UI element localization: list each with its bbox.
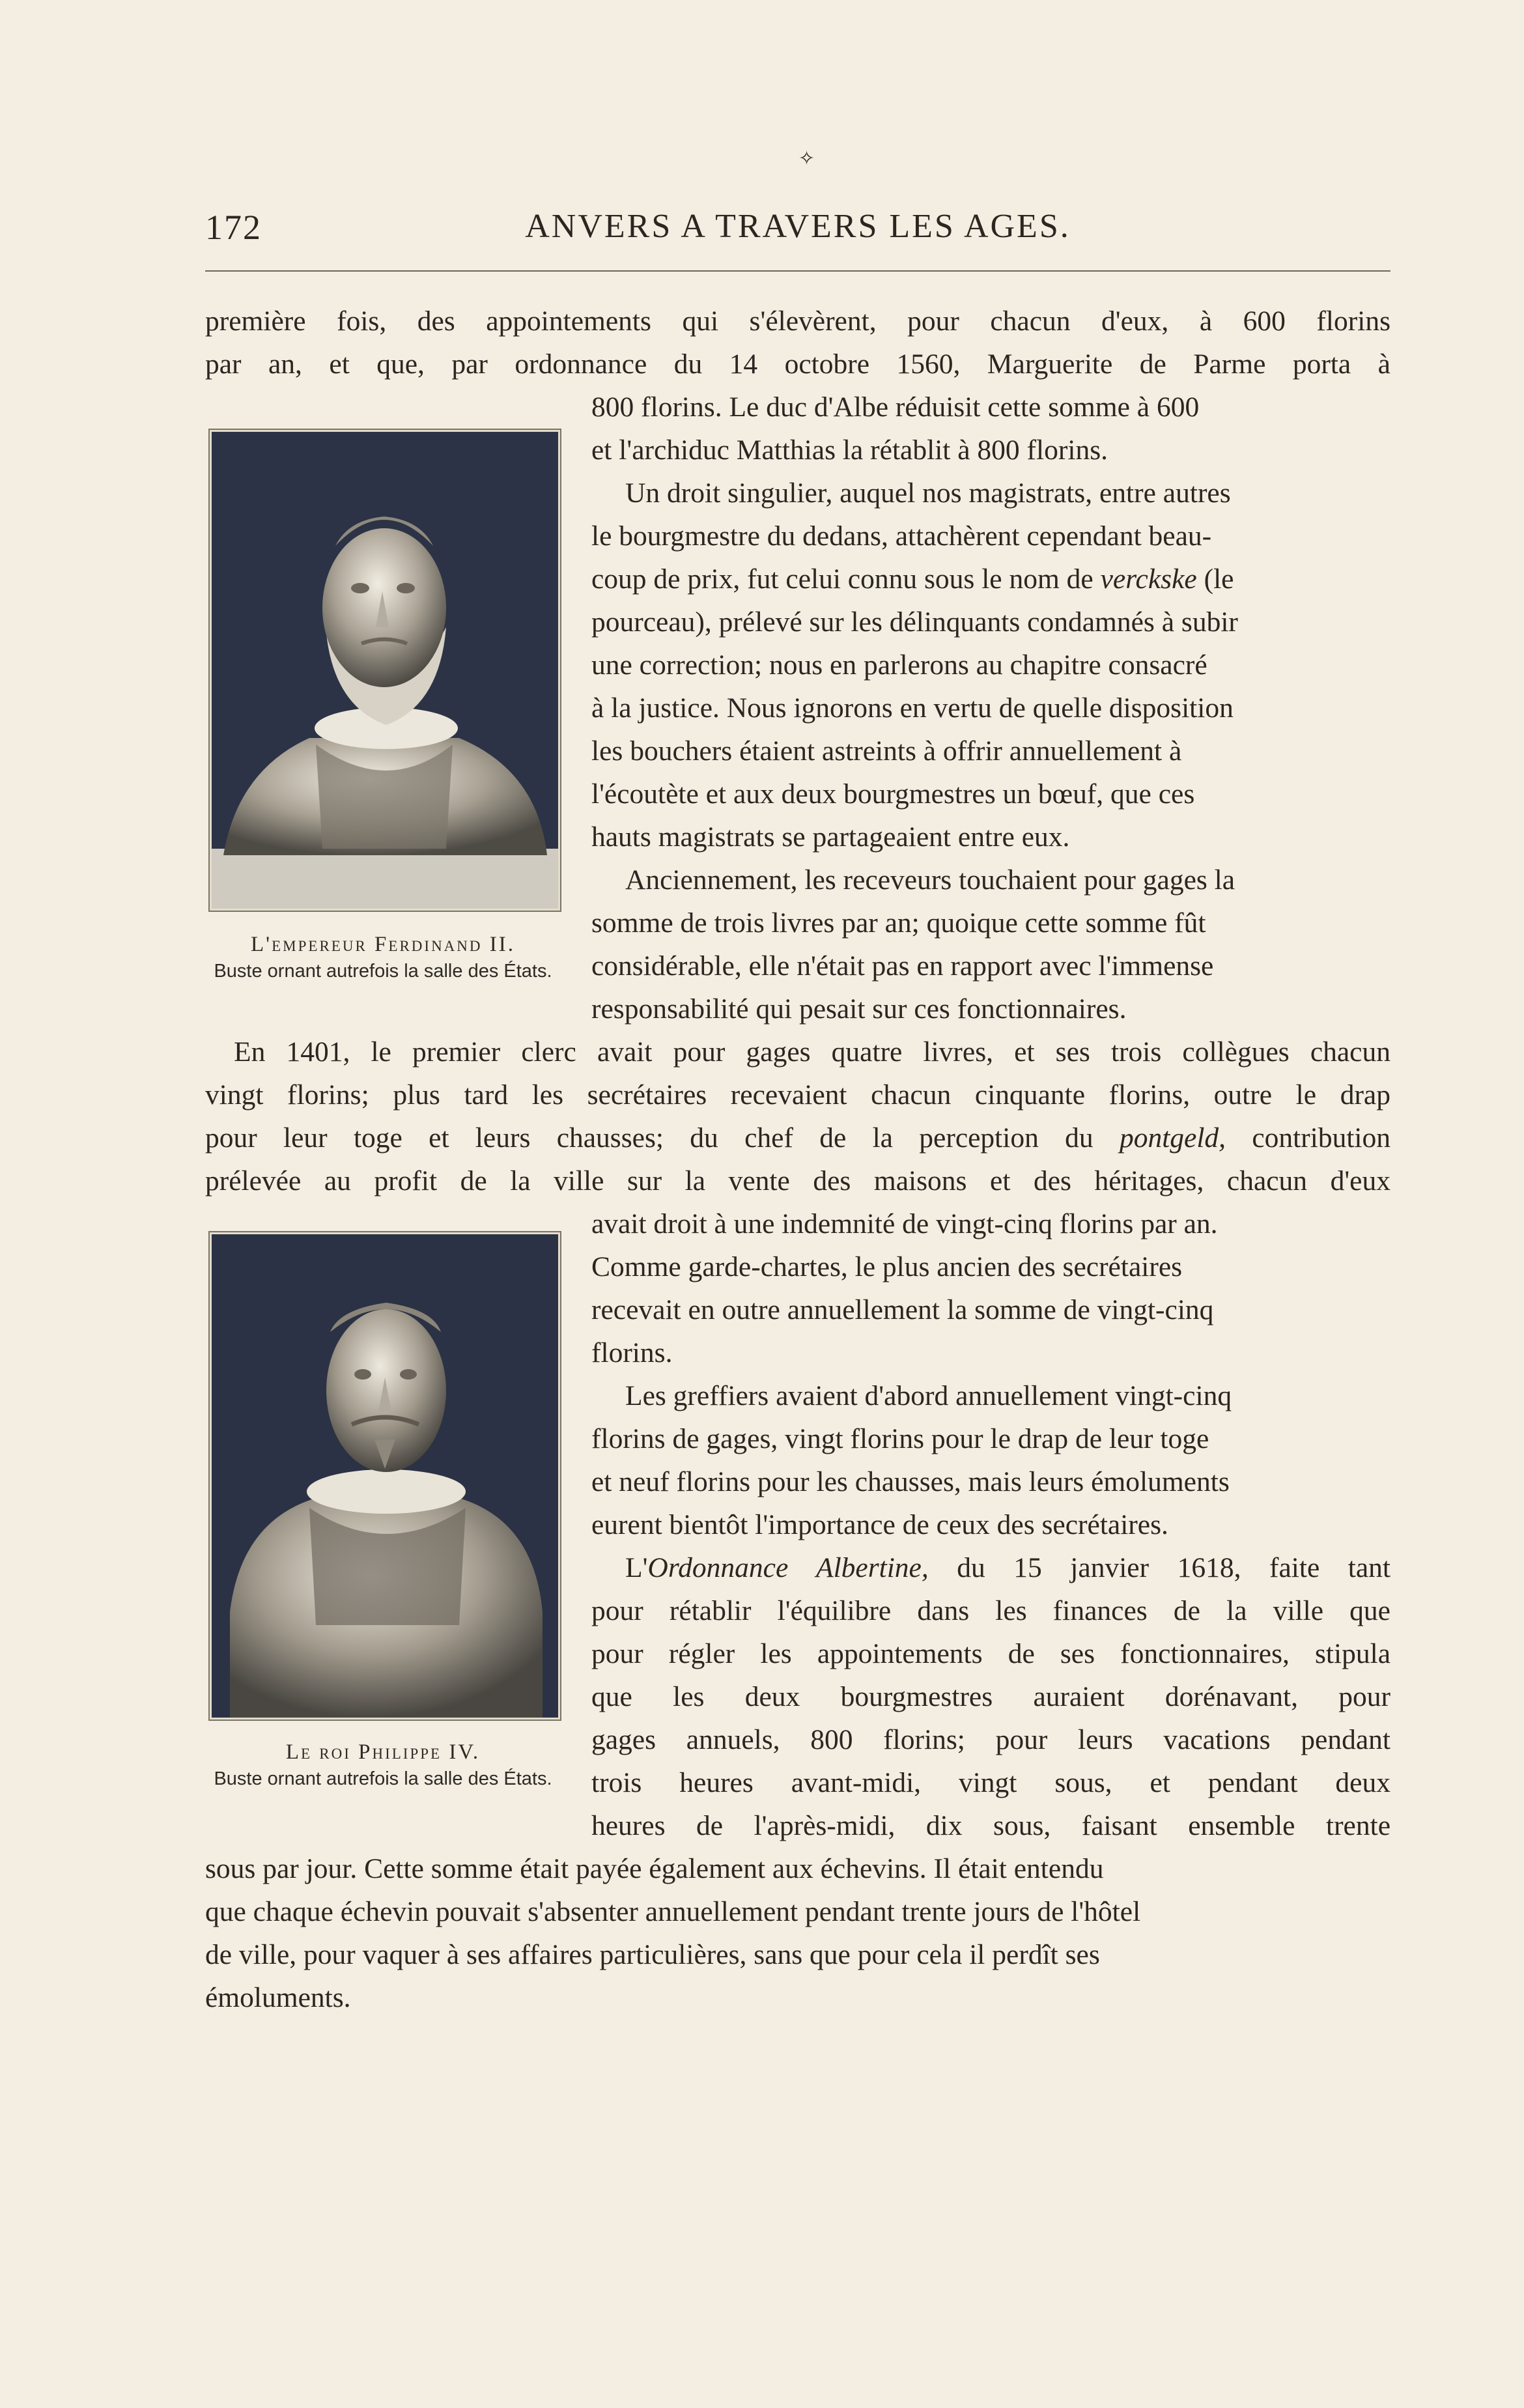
paragraph-verckske — [591, 472, 1390, 858]
text-line: gages annuels, 800 florins; pour leurs vacations pendant — [591, 1724, 1390, 1755]
text-run: coup de prix, fut celui connu sous le nom de — [591, 563, 1101, 595]
text-line: et l'archiduc Matthias la rétablit à 800 florins. — [591, 434, 1108, 466]
text-line — [591, 558, 1390, 601]
paragraph-receveurs — [591, 858, 1390, 1030]
italic-term: verckske — [1100, 563, 1197, 595]
text-line: 800 florins. Le duc d'Albe réduisit cette somme à 600 — [591, 391, 1200, 423]
text-line: Anciennement, les receveurs touchaient pour gages la — [625, 864, 1235, 896]
bust-photo-ferdinand — [210, 430, 560, 911]
text-line: vingt florins; plus tard les secrétaires recevaient chacun cinquante florins, outre le drap — [205, 1079, 1390, 1111]
text-line: heures de l'après-midi, dix sous, faisant ensemble trente — [591, 1810, 1390, 1841]
paragraph-greffiers — [591, 1374, 1390, 1546]
text-line: trois heures avant-midi, vingt sous, et pendant deux — [591, 1767, 1390, 1798]
text-line: les bouchers étaient astreints à offrir annuellement à — [591, 735, 1182, 767]
text-line: somme de trois livres par an; quoique cette somme fût — [591, 907, 1206, 939]
text-line: Les greffiers avaient d'abord annuellement vingt-cinq — [625, 1380, 1232, 1411]
paragraph-garde-chartes — [591, 1202, 1390, 1374]
header-rule — [205, 270, 1390, 272]
italic-title: Ordonnance Albertine, — [647, 1552, 929, 1583]
page-number: 172 — [205, 208, 262, 247]
italic-term: pontgeld, — [1119, 1122, 1226, 1154]
caption-title: L'empereur Ferdinand II. — [251, 933, 515, 956]
text-line: que chaque échevin pouvait s'absenter annuellement pendant trente jours de l'hôtel — [205, 1896, 1141, 1927]
text-run: pour leur toge et leurs chausses; du chef de la perception du — [205, 1122, 1120, 1154]
text-line: eurent bientôt l'importance de ceux des secrétaires. — [591, 1509, 1168, 1540]
text-line: responsabilité qui pesait sur ces fonctionnaires. — [591, 993, 1127, 1025]
text-run: contribution — [1226, 1122, 1390, 1154]
text-line: prélevée au profit de la ville sur la vente des maisons et des héritages, chacun d'eux — [205, 1165, 1390, 1197]
caption-subtitle: Buste ornant autrefois la salle des États. — [214, 961, 552, 982]
bust-photo-philippe — [210, 1232, 560, 1720]
text-line: l'écoutète et aux deux bourgmestres un bœuf, que ces — [591, 778, 1195, 810]
text-line: à la justice. Nous ignorons en vertu de quelle disposition — [591, 692, 1234, 724]
paragraph-closing — [205, 1847, 1390, 2019]
text-line: florins. — [591, 1337, 673, 1368]
text-line: sous par jour. Cette somme était payée également aux échevins. Il était entendu — [205, 1853, 1104, 1884]
text-line: pour régler les appointements de ses fonctionnaires, stipula — [591, 1638, 1390, 1669]
paragraph-opening — [205, 300, 1390, 386]
caption-title: Le roi Philippe IV. — [285, 1740, 481, 1764]
text-line — [591, 1546, 1390, 1589]
text-line: et neuf florins pour les chausses, mais leurs émoluments — [591, 1466, 1230, 1497]
text-line: pourceau), prélevé sur les délinquants condamnés à subir — [591, 606, 1238, 638]
text-line: une correction; nous en parlerons au chapitre consacré — [591, 649, 1207, 681]
caption-philippe — [189, 1740, 577, 1790]
paragraph-opening-continued — [591, 386, 1390, 472]
text-line: hauts magistrats se partageaient entre eux. — [591, 821, 1070, 853]
caption-ferdinand — [189, 933, 577, 982]
bust-illustration — [212, 1234, 558, 1718]
text-line: avait droit à une indemnité de vingt-cinq florins par an. — [591, 1208, 1218, 1239]
text-line: florins de gages, vingt florins pour le drap de leur toge — [591, 1423, 1209, 1454]
text-line: considérable, elle n'était pas en rapport avec l'immense — [591, 950, 1214, 982]
text-line: que les deux bourgmestres auraient dorénavant, pour — [591, 1681, 1390, 1712]
bust-illustration — [212, 432, 558, 909]
running-title: ANVERS A TRAVERS LES AGES. — [525, 208, 1071, 245]
page-header — [205, 207, 1390, 253]
ink-mark: ✧ — [798, 148, 815, 169]
text-line: de ville, pour vaquer à ses affaires particulières, sans que pour cela il perdît ses — [205, 1939, 1100, 1970]
paragraph-ordonnance-albertine — [591, 1546, 1390, 1847]
text-run: L' — [625, 1552, 648, 1583]
text-line: Un droit singulier, auquel nos magistrats, entre autres — [625, 477, 1231, 509]
text-line: pour rétablir l'équilibre dans les finances de la ville que — [591, 1595, 1390, 1626]
text-run: du 15 janvier 1618, faite tant — [928, 1552, 1390, 1583]
text-run: (le — [1196, 563, 1234, 595]
text-line: En 1401, le premier clerc avait pour gages quatre livres, et ses trois collègues chacun — [234, 1036, 1390, 1068]
text-line: Comme garde-chartes, le plus ancien des secrétaires — [591, 1251, 1183, 1282]
caption-subtitle: Buste ornant autrefois la salle des États. — [214, 1768, 552, 1789]
text-line: par an, et que, par ordonnance du 14 octobre 1560, Marguerite de Parme porta à — [205, 348, 1390, 380]
paragraph-1401 — [205, 1030, 1390, 1202]
text-line: le bourgmestre du dedans, attachèrent cependant beau- — [591, 520, 1212, 552]
text-line: recevait en outre annuellement la somme de vingt-cinq — [591, 1294, 1214, 1325]
text-line — [205, 1116, 1390, 1159]
text-line: première fois, des appointements qui s'élevèrent, pour chacun d'eux, à 600 florins — [205, 305, 1390, 337]
text-line: émoluments. — [205, 1982, 351, 2013]
